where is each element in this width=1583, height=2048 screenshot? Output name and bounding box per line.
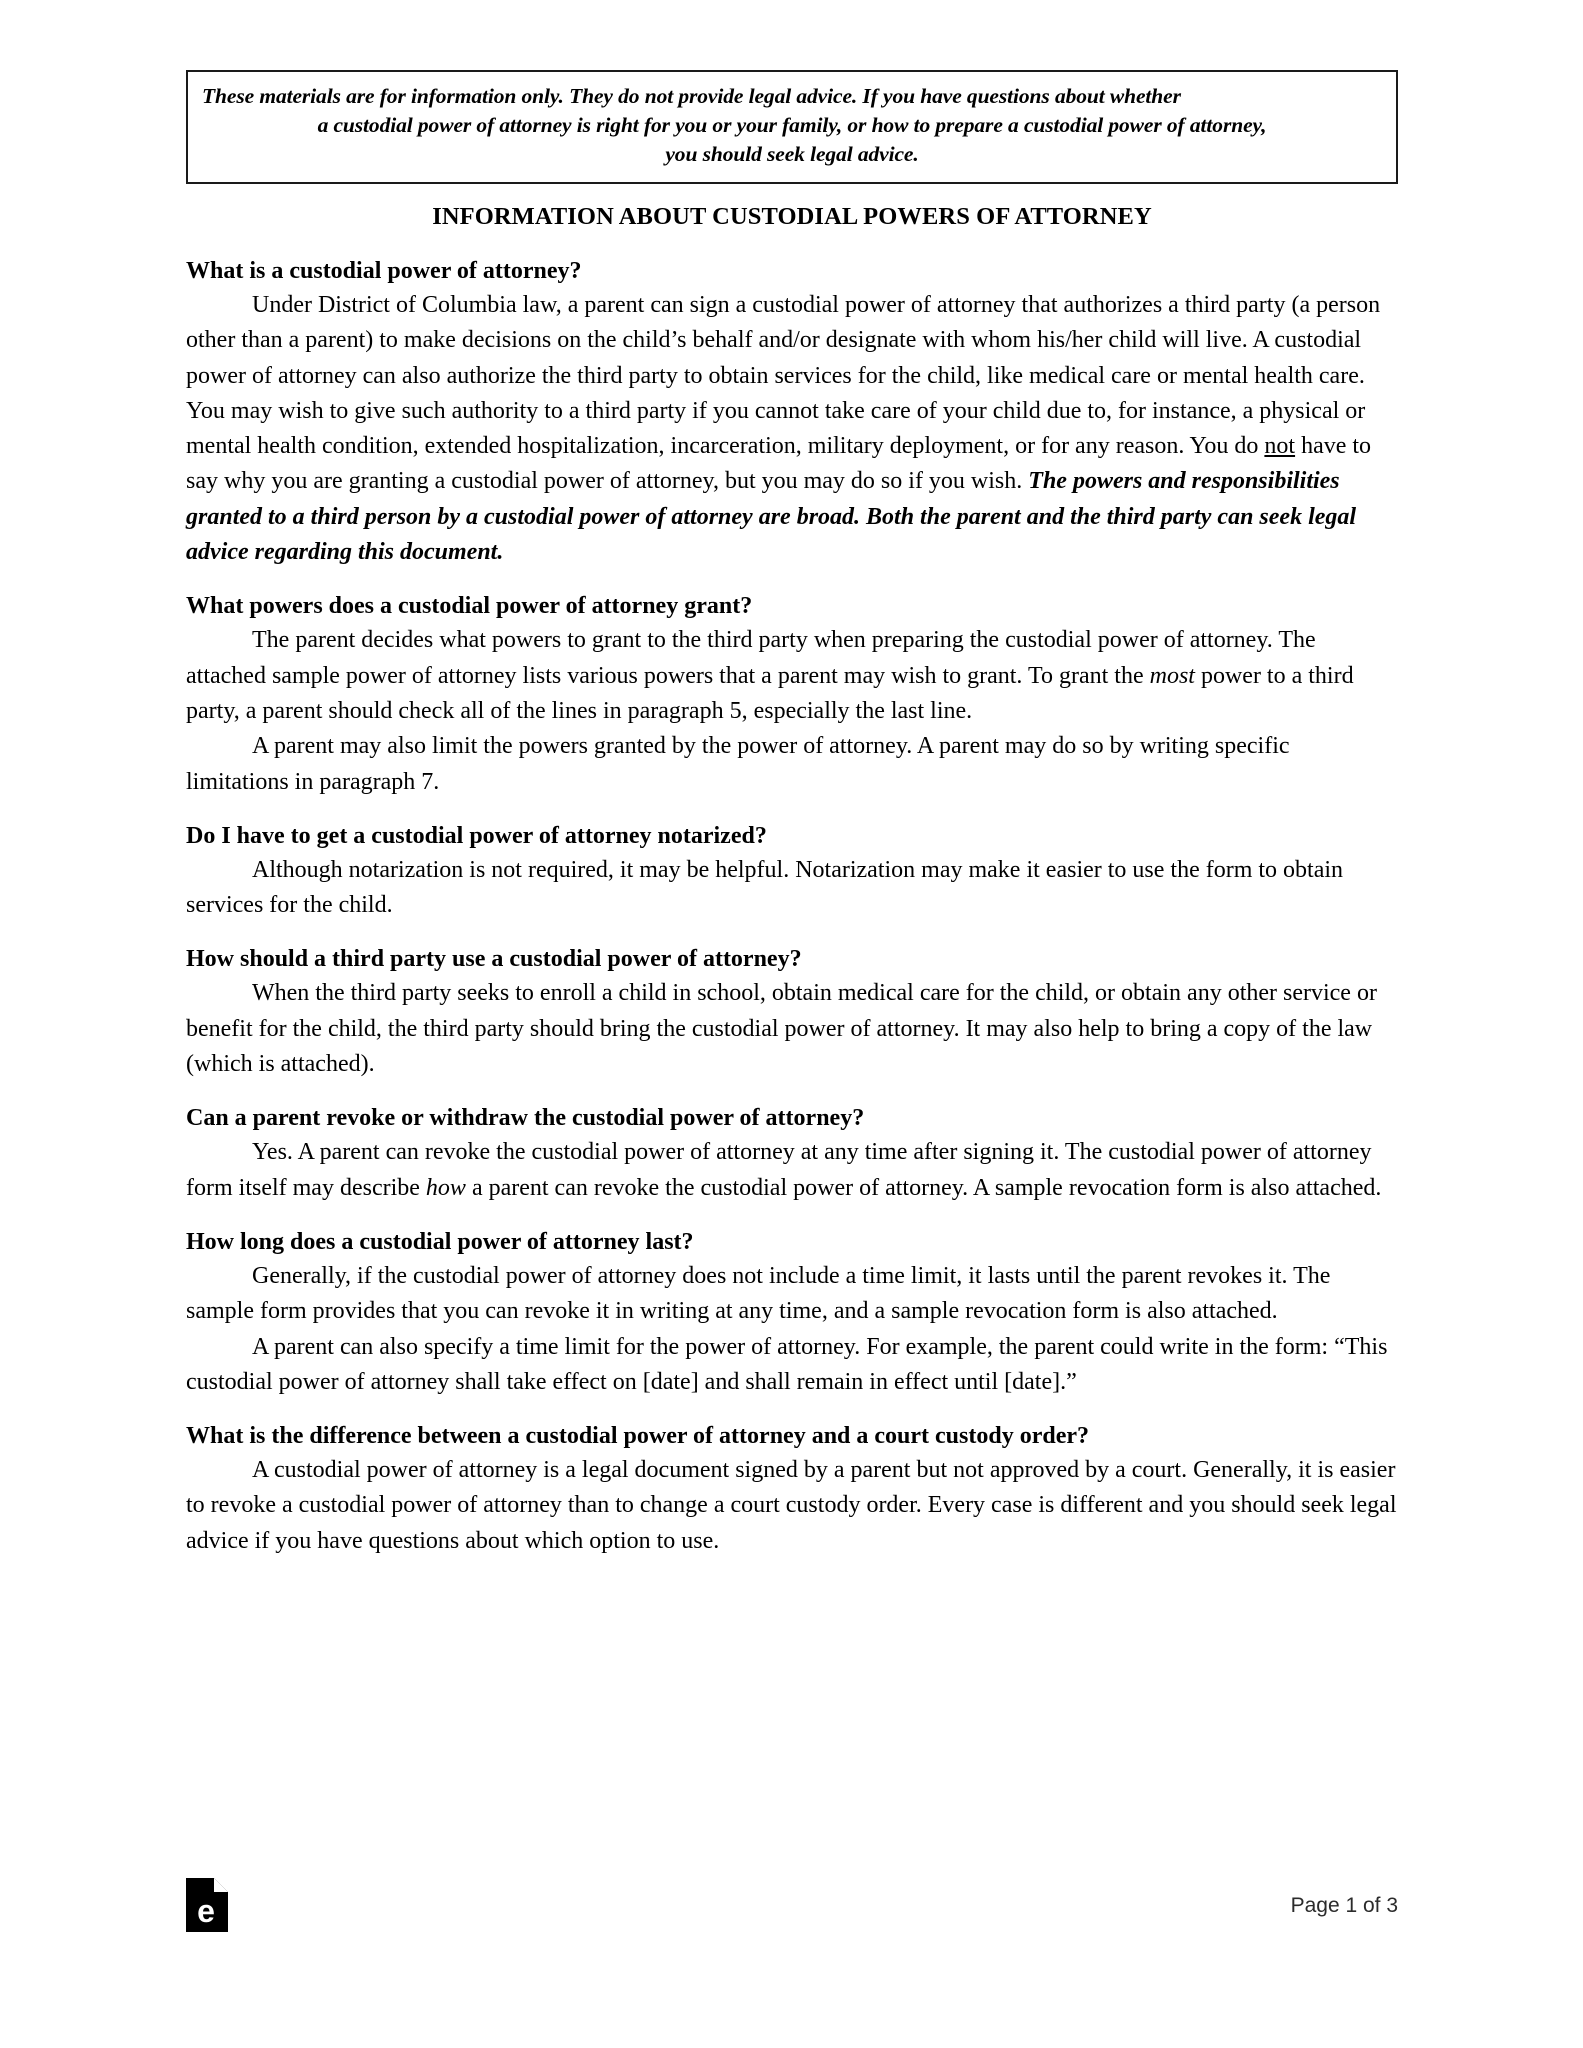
- body-paragraph: [186, 1330, 1398, 1401]
- body-paragraph: [186, 976, 1398, 1082]
- disclaimer-line-1: These materials are for information only. They do not provide legal advice. If you have questions about whether: [202, 84, 1181, 108]
- section-heading: What is a custodial power of attorney?: [186, 258, 582, 284]
- text-run-bold-italic: The powers and responsibilities granted to a third person by a custodial power of attorney are broad. Both the parent and the third party can seek legal advice regarding this document.: [186, 468, 1357, 566]
- document-content: [186, 70, 1398, 1559]
- page-number: Page 1 of 3: [1290, 1894, 1398, 1917]
- text-run-normal: A parent may also limit the powers granted by the power of attorney. A parent may do so by writing specific limitations in paragraph 7.: [186, 733, 1290, 795]
- section-heading: What powers does a custodial power of attorney grant?: [186, 593, 753, 620]
- text-run-normal: The parent decides what powers to grant to the third party when preparing the custodial power of attorney. The attached sample power of attorney lists various powers that a parent may wish to grant. To grant the: [186, 627, 1316, 689]
- body-paragraph: [186, 1135, 1398, 1206]
- text-run-normal: Under District of Columbia law, a parent can sign a custodial power of attorney that authorizes a third party (a person other than a parent) to make decisions on the child’s behalf and/or designate with whom his/her child will live. A custodial power of attorney can also authorize the third party to obtain services for the child, like medical care or mental health care. You may wish to give such authority to a third party if you cannot take care of your child due to, for instance, a physical or mental health condition, extended hospitalization, incarceration, military deployment, or for any reason. You do: [186, 292, 1381, 460]
- disclaimer-line-2: a custodial power of attorney is right for you or your family, or how to prepare a custodial power of attorney,: [317, 113, 1267, 137]
- page-footer: [186, 1878, 1398, 1938]
- text-run-normal: a parent can revoke the custodial power of attorney. A sample revocation form is also attached.: [465, 1174, 1382, 1201]
- text-run-underline: not: [1264, 433, 1296, 460]
- sections-container: [186, 256, 1398, 1559]
- svg-text:e: e: [197, 1893, 215, 1929]
- section-heading: Can a parent revoke or withdraw the custodial power of attorney?: [186, 1105, 865, 1132]
- body-paragraph: [186, 1453, 1398, 1559]
- disclaimer-box: [186, 70, 1398, 184]
- document-e-logo-icon: [186, 1878, 228, 1932]
- disclaimer-line-3: you should seek legal advice.: [665, 142, 919, 166]
- body-paragraph: [186, 853, 1398, 924]
- text-run-normal: A custodial power of attorney is a legal document signed by a parent but not approved by a court. Generally, it is easier to revoke a custodial power of attorney than to change a court custody order. Every case is different and you should seek legal advice if you have questions about which option to use.: [186, 1457, 1397, 1554]
- text-run-normal: When the third party seeks to enroll a child in school, obtain medical care for the child, or obtain any other service or benefit for the child, the third party should bring the custodial power of attorney. It may also help to bring a copy of the law (which is attached).: [186, 980, 1377, 1078]
- section-heading: How should a third party use a custodial power of attorney?: [186, 946, 802, 973]
- text-run-normal: have to say why you are granting a custodial power of attorney, but you may do so if you wish.: [186, 433, 1372, 495]
- text-run-italic: how: [425, 1174, 466, 1201]
- section-heading: Do I have to get a custodial power of attorney notarized?: [186, 822, 767, 849]
- body-paragraph: [186, 1259, 1398, 1330]
- section-heading: What is the difference between a custodial power of attorney and a court custody order?: [186, 1423, 1090, 1450]
- text-run-normal: Yes. A parent can revoke the custodial power of attorney at any time after signing it. The custodial power of attorney form itself may describe: [186, 1139, 1372, 1201]
- text-run-italic: most: [1149, 662, 1195, 689]
- body-paragraph: [186, 288, 1398, 570]
- section-heading: How long does a custodial power of attorney last?: [186, 1228, 694, 1255]
- body-paragraph: [186, 623, 1398, 729]
- text-run-normal: Generally, if the custodial power of attorney does not include a time limit, it lasts until the parent revokes it. The sample form provides that you can revoke it in writing at any time, and a sample revocation form is also attached.: [186, 1262, 1331, 1325]
- page-title: INFORMATION ABOUT CUSTODIAL POWERS OF ATTORNEY: [432, 203, 1152, 230]
- body-paragraph: [186, 729, 1398, 800]
- text-run-normal: power to a third party, a parent should check all of the lines in paragraph 5, especially the last line.: [186, 662, 1354, 724]
- text-run-normal: Although notarization is not required, it may be helpful. Notarization may make it easier to use the form to obtain services for the child.: [186, 856, 1344, 919]
- text-run-normal: A parent can also specify a time limit for the power of attorney. For example, the parent could write in the form: “This custodial power of attorney shall take effect on [date] and shall remain in effect until [date].”: [186, 1333, 1388, 1395]
